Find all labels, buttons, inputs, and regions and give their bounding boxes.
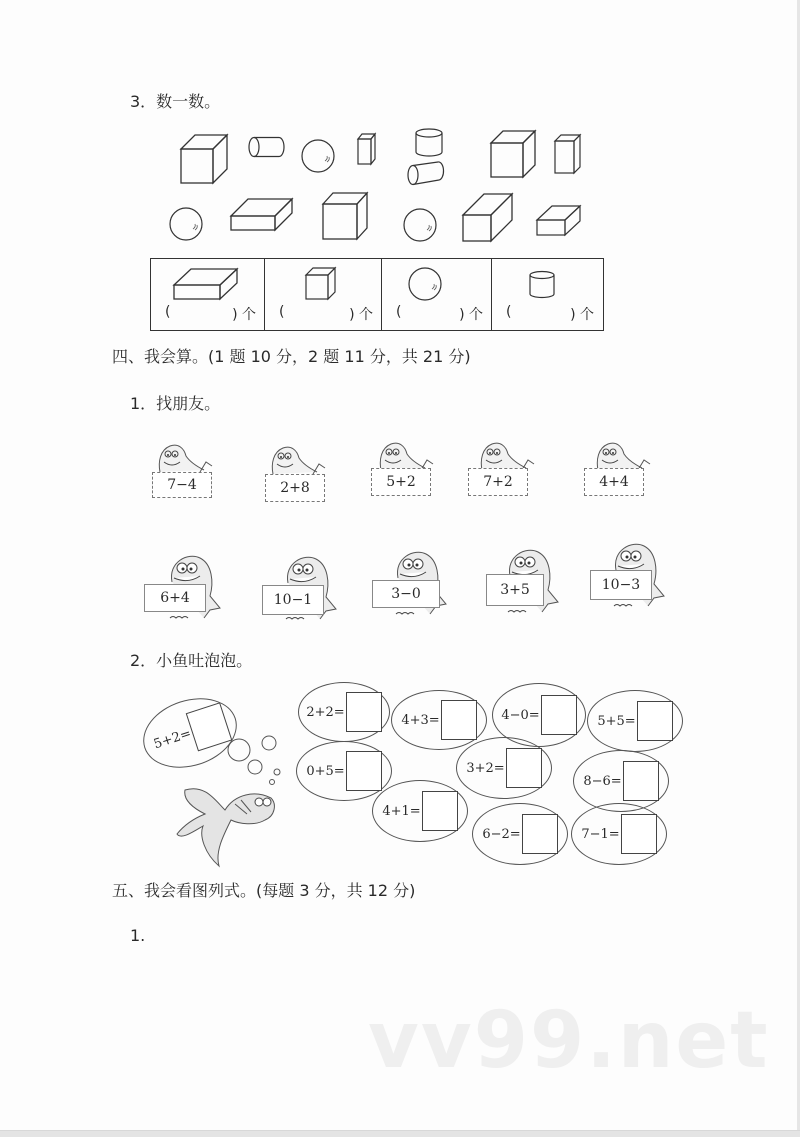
answer-box[interactable] xyxy=(506,748,542,788)
open-paren: ( xyxy=(165,304,171,320)
dinosaur-sign[interactable]: 2+8 xyxy=(265,474,325,502)
sphere-icon xyxy=(408,267,442,301)
goldfish-icon xyxy=(175,780,285,870)
answer-box[interactable] xyxy=(541,695,577,735)
cube-shape xyxy=(490,129,536,179)
cylinder-shape xyxy=(248,136,286,158)
count-table xyxy=(150,258,604,331)
dinosaur-icon xyxy=(269,444,329,476)
count-cell-cube xyxy=(265,259,382,330)
dinosaur-sign[interactable]: 4+4 xyxy=(584,468,644,496)
cuboid-shape xyxy=(357,133,377,165)
answer-box[interactable] xyxy=(346,751,382,791)
section-4-title: 四、我会算。(1 题 10 分，2 题 11 分，共 21 分) xyxy=(112,347,471,366)
dinosaur-card xyxy=(265,444,337,502)
equation-label: 2+2= xyxy=(306,704,345,720)
section-5-title: 五、我会看图列式。(每题 3 分，共 12 分) xyxy=(112,881,416,900)
close-paren: ) xyxy=(232,307,238,323)
penguin-sign[interactable]: 10−3 xyxy=(590,570,652,600)
count-cell-sphere xyxy=(382,259,492,330)
penguin-card xyxy=(262,553,342,623)
unit-label: 个 xyxy=(580,307,594,323)
unit-label: 个 xyxy=(242,307,256,323)
dinosaur-card xyxy=(468,440,540,496)
cuboid-flat-icon xyxy=(173,267,239,303)
equation-label: 3+2= xyxy=(466,760,505,776)
unit-label: 个 xyxy=(359,307,373,323)
sphere-shape xyxy=(169,207,203,241)
dinosaur-sign[interactable]: 7−4 xyxy=(152,472,212,498)
open-paren: ( xyxy=(279,304,285,320)
penguin-sign[interactable]: 3−0 xyxy=(372,580,440,608)
count-answer[interactable] xyxy=(382,304,491,324)
answer-box[interactable] xyxy=(621,814,657,854)
equation-label: 4+3= xyxy=(401,712,440,728)
answer-box[interactable] xyxy=(637,701,673,741)
penguin-card xyxy=(590,540,670,610)
count-cell-cylinder xyxy=(492,259,602,330)
answer-box[interactable] xyxy=(346,692,382,732)
section-5-q1-label: 1. xyxy=(130,926,146,945)
close-paren: ) xyxy=(459,307,465,323)
close-paren: ) xyxy=(349,307,355,323)
answer-box[interactable] xyxy=(422,791,458,831)
count-cell-cuboid xyxy=(151,259,265,330)
penguin-sign[interactable]: 6+4 xyxy=(144,584,206,612)
open-paren: ( xyxy=(396,304,402,320)
equation-label: 4−0= xyxy=(501,707,540,723)
dinosaur-card xyxy=(584,440,656,496)
equation-label: 6−2= xyxy=(482,826,521,842)
dinosaur-icon xyxy=(156,442,216,474)
cube-shape xyxy=(322,191,370,241)
answer-box[interactable] xyxy=(623,761,659,801)
penguin-card xyxy=(372,548,452,618)
equation-label: 4+1= xyxy=(382,803,421,819)
count-answer[interactable] xyxy=(492,304,602,324)
sphere-shape xyxy=(301,139,335,173)
watermark: vv99.net xyxy=(368,996,770,1086)
equation-bubble xyxy=(472,803,568,865)
dinosaur-sign[interactable]: 5+2 xyxy=(371,468,431,496)
equation-bubble xyxy=(587,690,683,752)
equation-label: 8−6= xyxy=(583,773,622,789)
answer-box[interactable] xyxy=(441,700,477,740)
cuboid-long-shape xyxy=(462,193,514,243)
cuboid-shape xyxy=(554,134,582,174)
section-4-q2-title: 2．小鱼吐泡泡。 xyxy=(130,651,253,670)
equation-bubble xyxy=(298,682,390,742)
answer-box[interactable] xyxy=(522,814,558,854)
equation-label: 5+5= xyxy=(597,713,636,729)
equation-bubble xyxy=(391,690,487,750)
cylinder-icon xyxy=(528,271,558,301)
equation-label: 7−1= xyxy=(581,826,620,842)
dinosaur-card xyxy=(152,442,224,498)
cube-icon xyxy=(305,267,337,301)
cylinder-shape xyxy=(406,160,444,186)
count-answer[interactable] xyxy=(265,304,381,324)
cuboid-small-shape xyxy=(536,204,582,238)
unit-label: 个 xyxy=(469,307,483,323)
cylinder-shape xyxy=(414,128,444,158)
close-paren: ) xyxy=(570,307,576,323)
penguin-sign[interactable]: 3+5 xyxy=(486,574,544,606)
equation-bubble xyxy=(372,780,468,842)
page-bottom-edge xyxy=(0,1130,800,1137)
cube-shape xyxy=(180,133,230,185)
sphere-shape xyxy=(403,208,437,242)
equation-bubble xyxy=(571,803,667,865)
dinosaur-card xyxy=(371,440,443,496)
equation-bubble xyxy=(456,737,552,799)
penguin-sign[interactable]: 10−1 xyxy=(262,585,324,615)
question-3-title: 3．数一数。 xyxy=(130,92,221,111)
penguin-card xyxy=(144,552,224,622)
cuboid-flat-shape xyxy=(230,197,294,233)
equation-label: 0+5= xyxy=(306,763,345,779)
equation-bubble xyxy=(296,741,392,801)
count-answer[interactable] xyxy=(151,304,264,324)
dinosaur-sign[interactable]: 7+2 xyxy=(468,468,528,496)
penguin-card xyxy=(484,546,564,616)
equation-label: 5+2= xyxy=(151,725,193,752)
open-paren: ( xyxy=(506,304,512,320)
section-4-q1-title: 1．找朋友。 xyxy=(130,394,221,413)
